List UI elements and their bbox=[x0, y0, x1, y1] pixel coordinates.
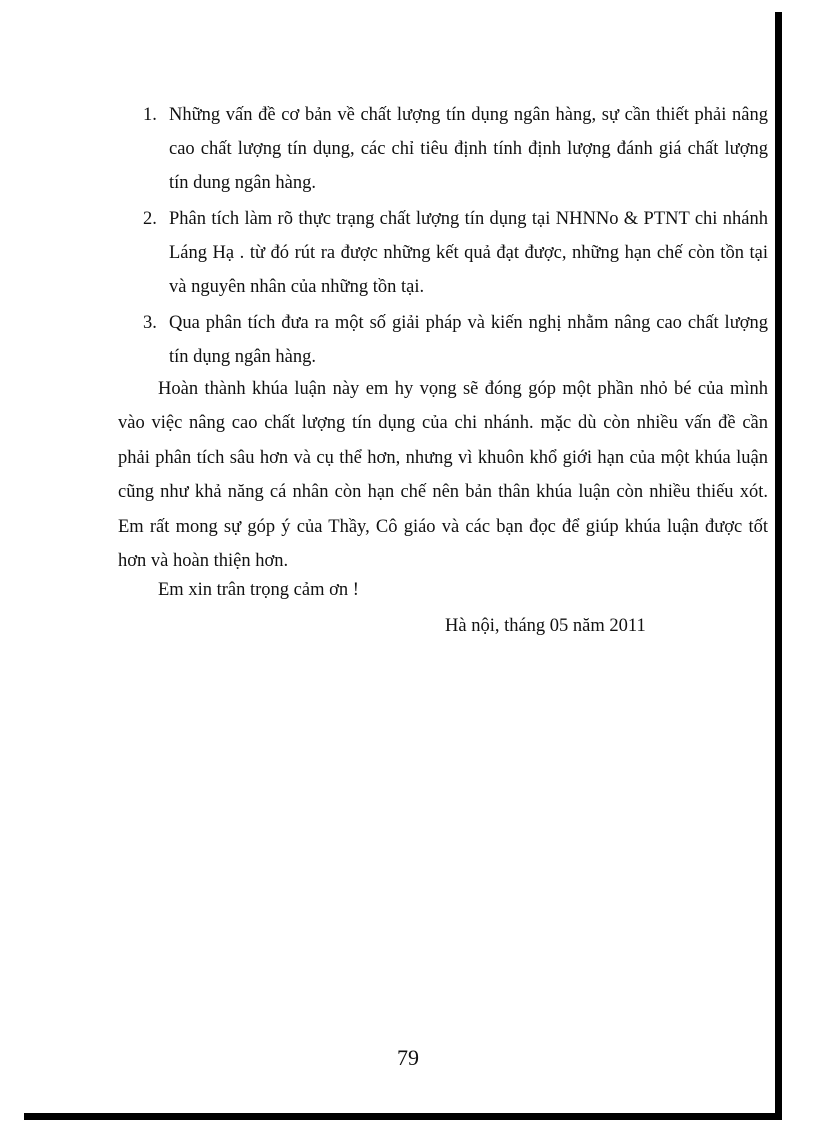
list-item-number: 3. bbox=[143, 313, 157, 333]
list-item-text: Qua phân tích đưa ra một số giải pháp và kiến nghị nhằm nâng cao chất lượng tín dụng ngân hàng. bbox=[169, 313, 768, 367]
list-item-number: 2. bbox=[143, 209, 157, 229]
numbered-list bbox=[143, 98, 768, 376]
closing-line: Em xin trân trọng cảm ơn ! bbox=[158, 580, 359, 600]
list-item bbox=[143, 202, 768, 304]
list-item bbox=[143, 98, 768, 200]
list-item-text: Những vấn đề cơ bản về chất lượng tín dụng ngân hàng, sự cần thiết phải nâng cao chất lượng tín dụng, các chỉ tiêu định tính định lượng đánh giá chất lượng tín dung ngân hàng. bbox=[169, 105, 768, 193]
list-item bbox=[143, 306, 768, 374]
body-paragraph: Hoàn thành khúa luận này em hy vọng sẽ đóng góp một phần nhỏ bé của mình vào việc nâng cao chất lượng tín dụng của chi nhánh. mặc dù còn nhiều vấn đề cần phải phân tích sâu hơn và cụ thể hơn, nhưng vì khuôn khổ giới hạn của một khúa luận cũng như khả năng cá nhân còn hạn chế nên bản thân khúa luận còn nhiều thiếu xót. Em rất mong sự góp ý của Thầy, Cô giáo và các bạn đọc để giúp khúa luận được tốt hơn và hoàn thiện hơn. bbox=[118, 379, 768, 572]
list-item-text: Phân tích làm rõ thực trạng chất lượng tín dụng tại NHNNo & PTNT chi nhánh Láng Hạ . từ đó rút ra được những kết quả đạt được, những hạn chế còn tồn tại và nguyên nhân của những tồn tại. bbox=[169, 209, 768, 297]
page-number: 79 bbox=[397, 1045, 419, 1070]
list-item-number: 1. bbox=[143, 105, 157, 125]
date-line: Hà nội, tháng 05 năm 2011 bbox=[445, 616, 646, 636]
